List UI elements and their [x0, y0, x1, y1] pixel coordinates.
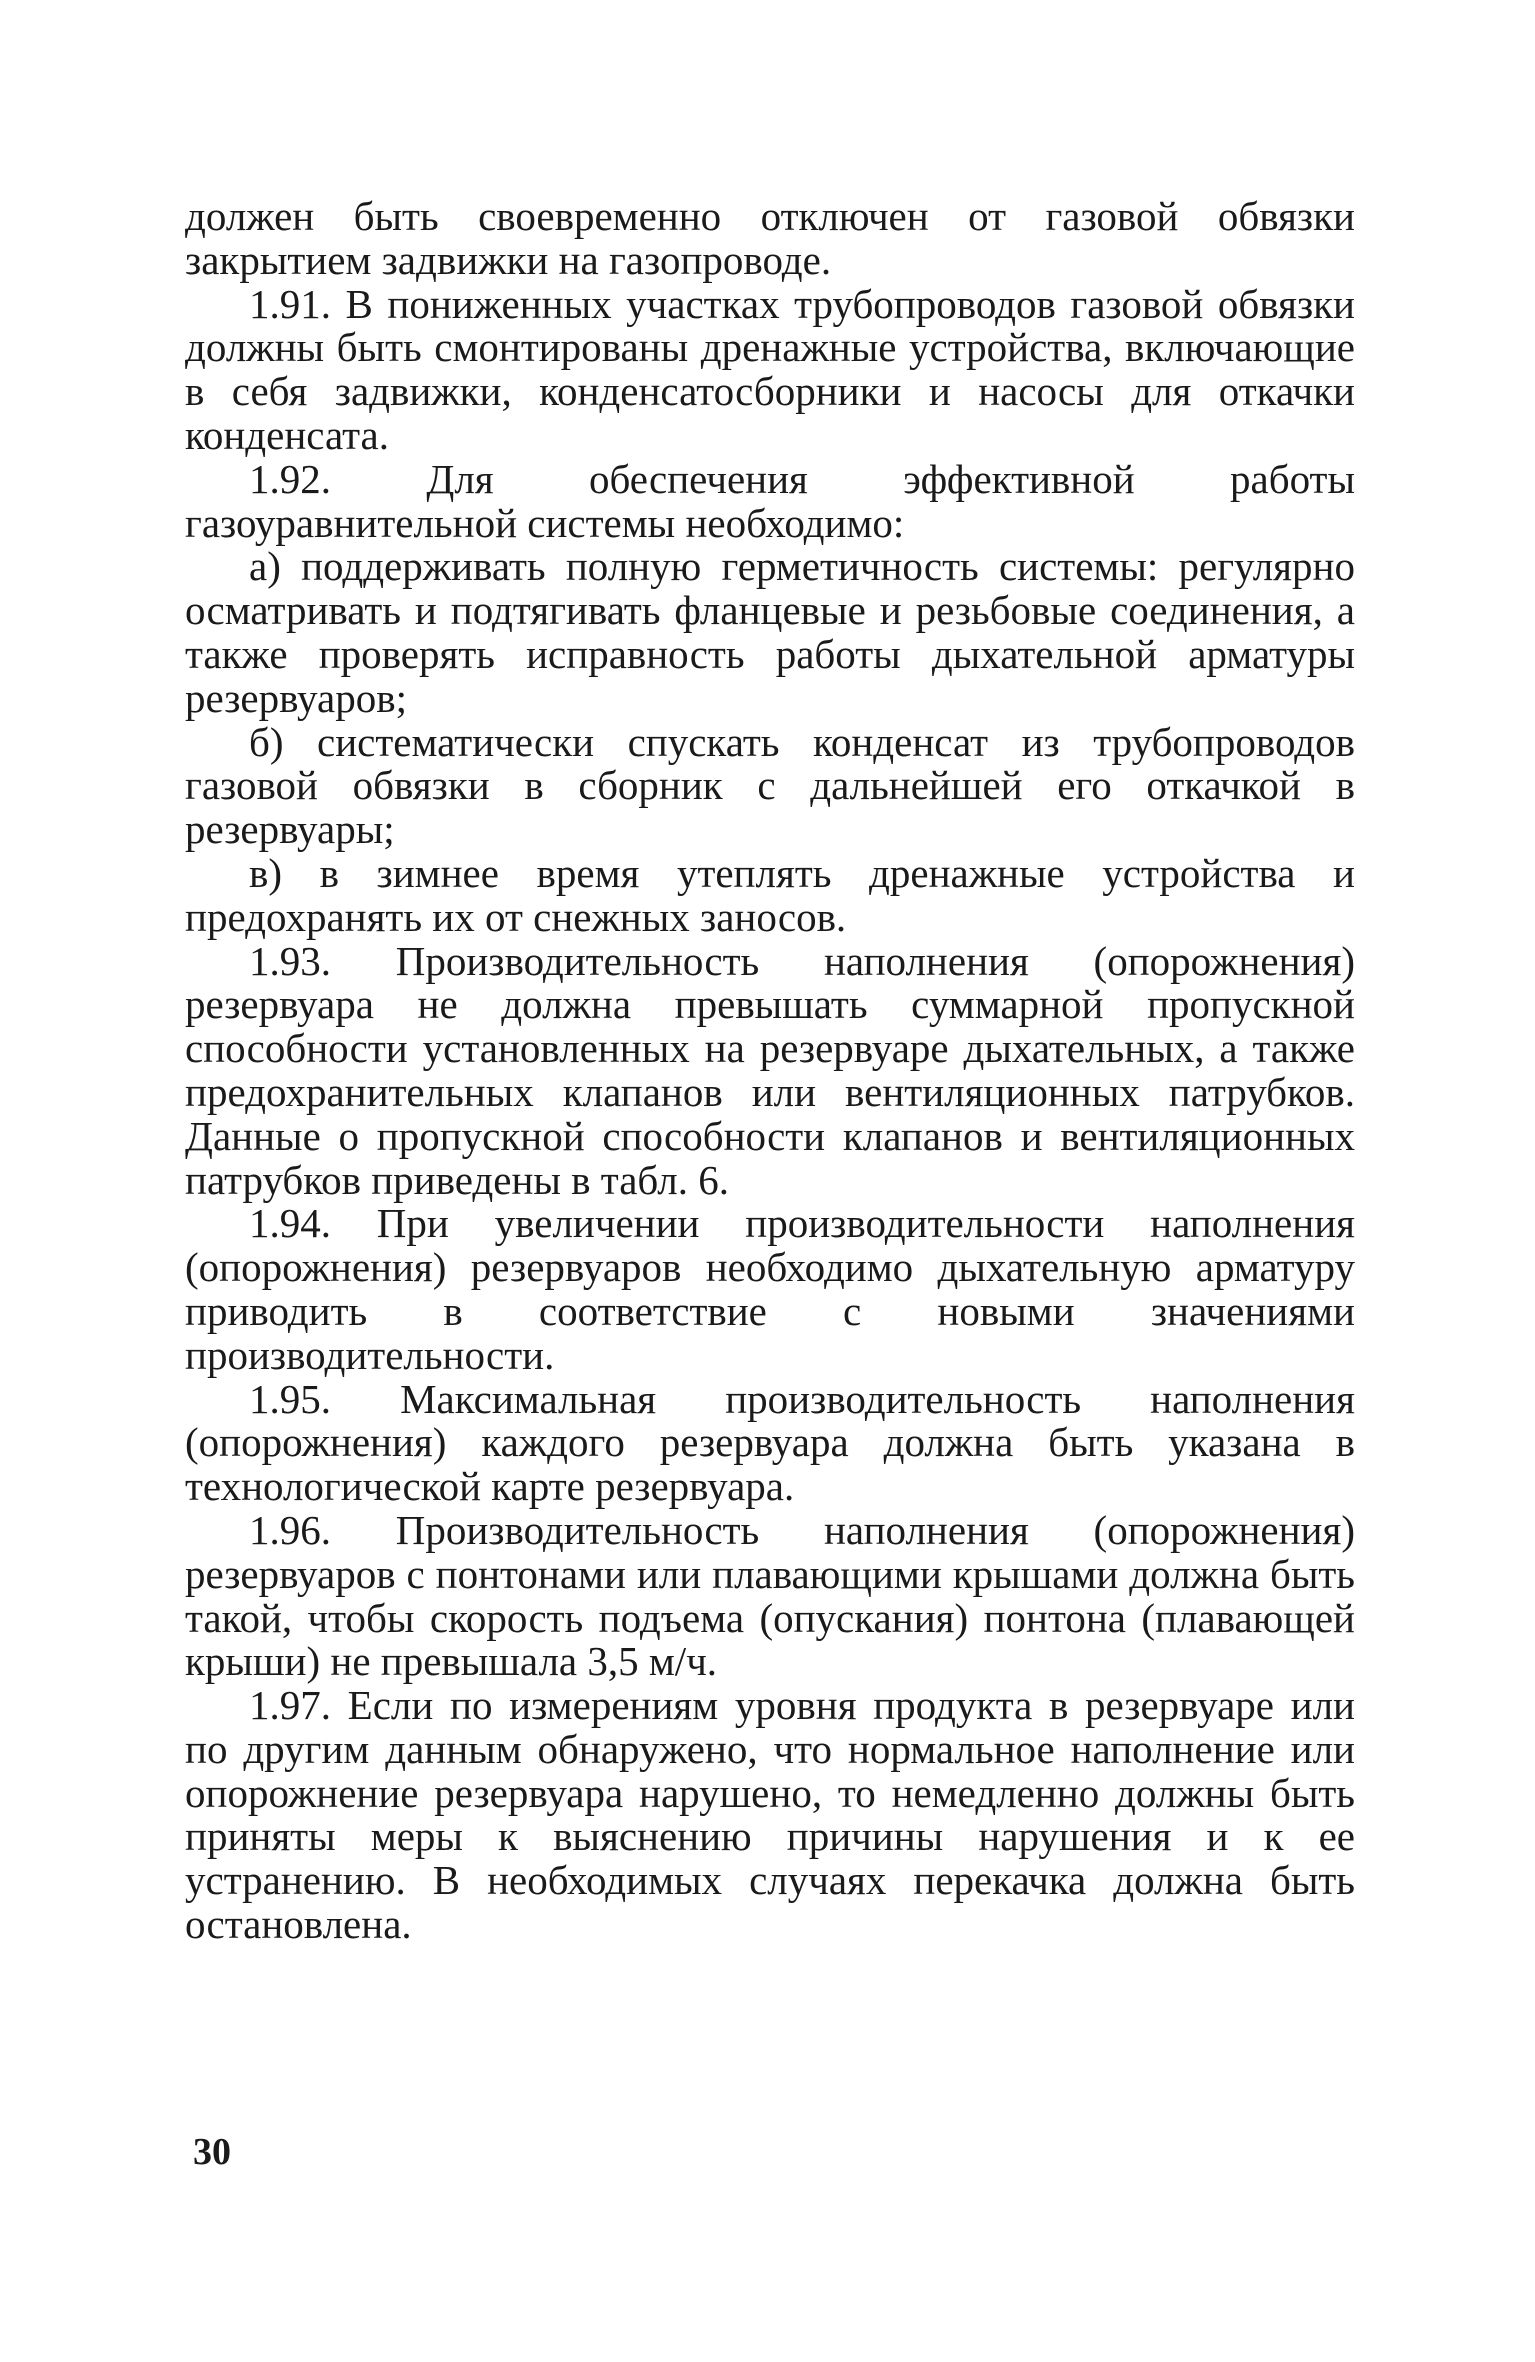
paragraph-1-94: 1.94. При увеличении производительности наполнения (опорожнения) резервуаров необходимо дыхательную арматуру приводить в соответствие с новыми значениями производительности. [185, 1200, 1355, 1378]
paragraph-1-95: 1.95. Максимальная производительность наполнения (опорожнения) каждого резервуара должна быть указана в технологической карте резервуара. [185, 1375, 1355, 1510]
paragraph-1-92: 1.92. Для обеспечения эффективной работы газоуравнительной системы необходимо: [185, 455, 1355, 546]
paragraph-1-96: 1.96. Производительность наполнения (опорожнения) резервуаров с понтонами или плавающими крышами должна быть такой, чтобы скорость подъема (опускания) понтона (плавающей крыши) не превышала 3,5 м/ч. [185, 1506, 1355, 1685]
paragraph-1-97: 1.97. Если по измерениям уровня продукта в резервуаре или по другим данным обнаружено, что нормальное наполнение или опорожнение резервуара нарушено, то немедленно должны быть приняты меры к выяснению причины нарушения и к ее устранению. В необходимых случаях перекачка должна быть остановлена. [185, 1682, 1355, 1948]
paragraph-1-92-a: а) поддерживать полную герметичность системы: регулярно осматривать и подтягивать фланцевые и резьбовые соединения, а также проверять исправность работы дыхательной арматуры резервуаров; [185, 543, 1355, 721]
paragraph-1-92-b: б) систематически спускать конденсат из трубопроводов газовой обвязки в сборник с дальнейшей его откачкой в резервуары; [185, 718, 1355, 853]
paragraph-continuation: должен быть своевременно отключен от газовой обвязки закрытием задвижки на газопроводе. [185, 193, 1355, 283]
paragraph-1-91: 1.91. В пониженных участках трубопроводов газовой обвязки должны быть смонтированы дренажные устройства, включающие в себя задвижки, конденсатосборники и насосы для откачки конденсата. [185, 280, 1355, 458]
paragraph-1-92-v: в) в зимнее время утеплять дренажные устройства и предохранять их от снежных заносов. [185, 849, 1355, 940]
document-body [185, 195, 1355, 1947]
paragraph-1-93: 1.93. Производительность наполнения (опорожнения) резервуара не должна превышать суммарной пропускной способности установленных на резервуаре дыхательных, а также предохранительных клапанов или вентиляционных патрубков. Данные о пропускной способности клапанов и вентиляционных патрубков приведены в табл. 6. [185, 937, 1355, 1203]
page-number: 30 [193, 2131, 231, 2173]
